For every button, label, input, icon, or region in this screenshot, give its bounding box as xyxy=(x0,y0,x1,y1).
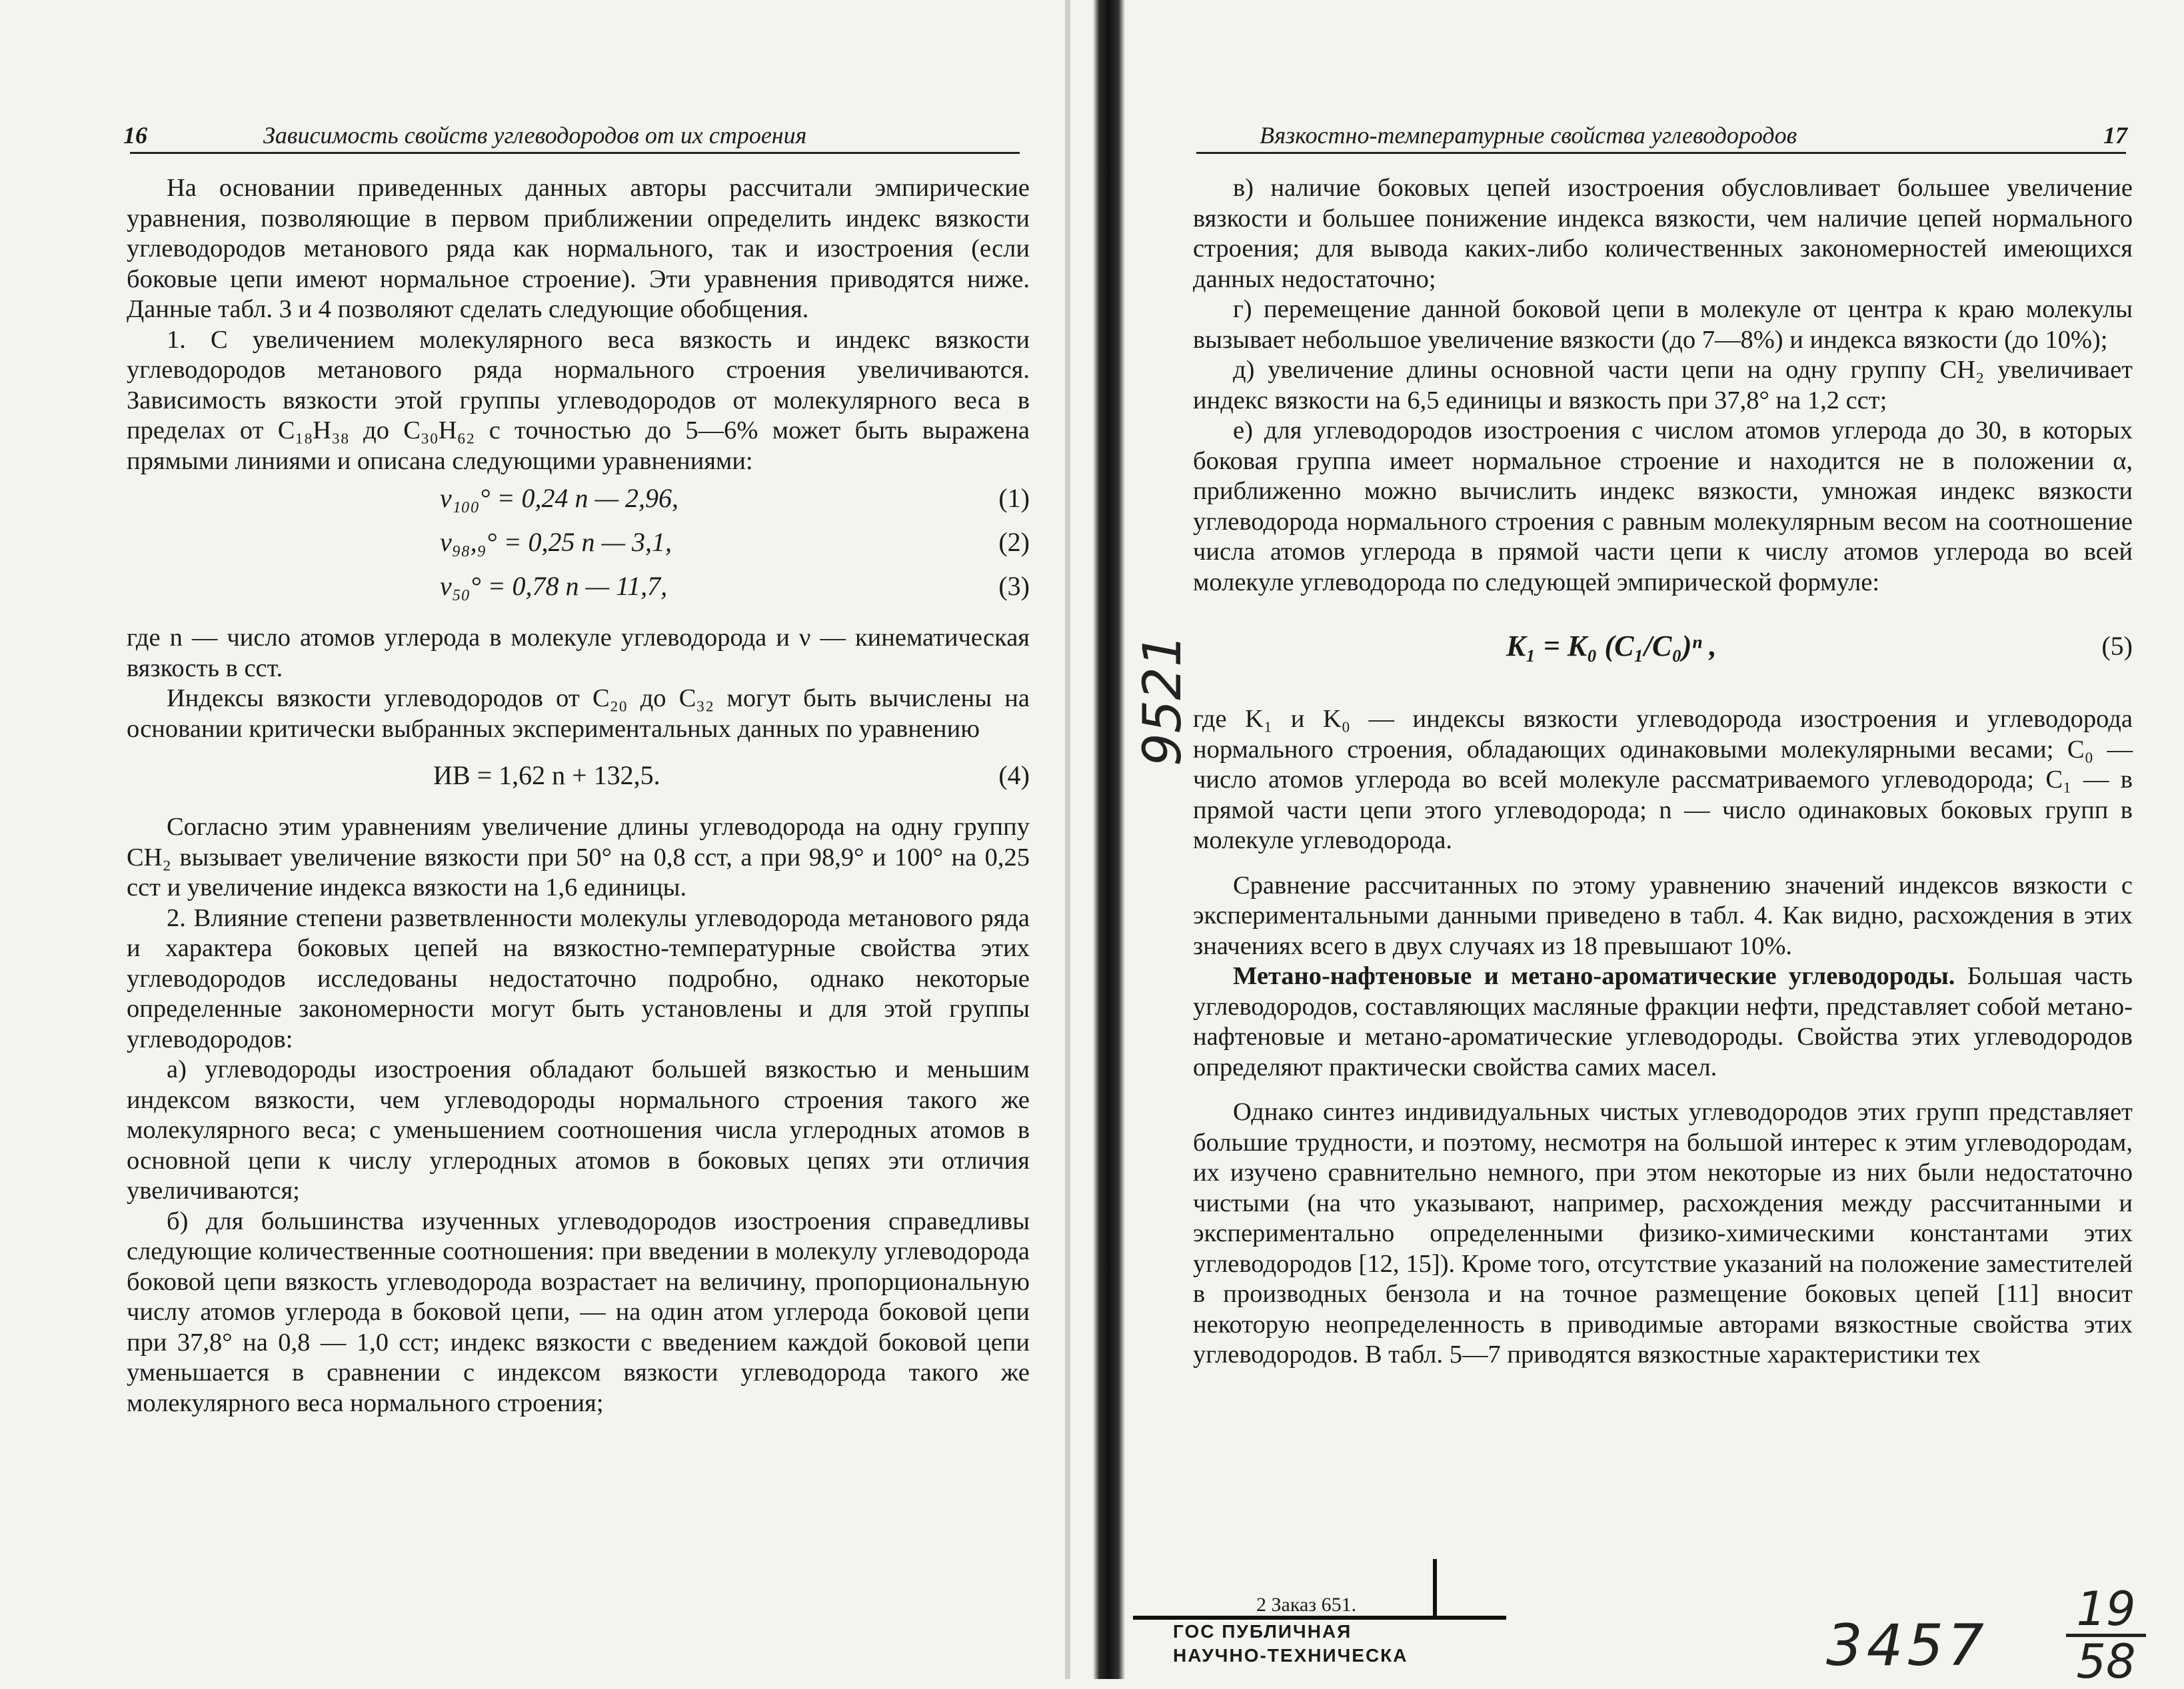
paragraph: 1. С увеличением молекулярного веса вязкость и индекс вязкости углеводородов метанового ряда нормального строения увеличиваются. Зависимость вязкости этой группы углеводородов от молекулярного веса в пределах от C₁₈H₃₈ до C₃₀H₆₂ с точностью до 5—6% может быть выражена прямыми линиями и описана следующими уравнениями: xyxy=(127,325,1030,475)
left-page xyxy=(0,0,1073,1679)
paragraph: а) углеводороды изостроения обладают большей вязкостью и меньшим индексом вязкости, чем углеводороды нормального строения такого же молекулярного веса; с уменьшением соотношения числа углеродных атомов в основной цепи к числу углеродных атомов в боковых цепях эти отличия увеличиваются; xyxy=(127,1055,1030,1205)
paragraph: д) увеличение длины основной части цепи на одну группу CH₂ увеличивает индекс вязкости на 6,5 единицы и вязкость при 37,8° на 1,2 сст; xyxy=(1193,356,2133,414)
library-stamp xyxy=(1133,1616,1506,1683)
left-column xyxy=(127,173,1030,1418)
paragraph: Индексы вязкости углеводородов от C₂₀ до C₃₂ могут быть вычислены на основании критически выбранных экспериментальных данных по уравнению xyxy=(127,684,1030,743)
handwritten-margin-number: 9521 xyxy=(1133,634,1193,766)
section-heading: Метано-нафтеновые и метано-ароматические углеводороды. xyxy=(1233,962,1955,990)
right-page xyxy=(1133,0,2184,1679)
equation-1-number: (1) xyxy=(998,483,1030,513)
right-running-head xyxy=(1196,119,2126,154)
left-folio: 16 xyxy=(123,122,147,149)
equation-2-formula: ν₉₈,₉° = 0,25 n — 3,1, xyxy=(440,527,672,557)
equation-5 xyxy=(1193,598,2133,704)
stamp-line: ГОС ПУБЛИЧНАЯ xyxy=(1173,1621,1352,1642)
handwritten-fraction xyxy=(2066,1582,2146,1689)
paragraph: г) перемещение данной боковой цепи в молекуле от центра к краю молекулы вызывает небольшое увеличение вязкости (до 7—8%) и индекса вязкости (до 10%); xyxy=(1193,295,2133,354)
paragraph: е) для углеводородов изостроения с числом атомов углерода до 30, в которых боковая группа имеет нормальное строение и находится не в положении α, приближенно можно вычислить индекс вязкости, умножая индекс вязкости углеводорода нормального строения с равным молекулярным весом на соотношение числа атомов углерода в прямой части цепи к числу атомов углерода во всей молекуле углеводорода по следующей эмпирической формуле: xyxy=(1193,416,2133,596)
paragraph: где n — число атомов углерода в молекуле углеводорода и ν — кинематическая вязкость в сст. xyxy=(127,624,1030,682)
footer-note: 2 Заказ 651. xyxy=(1256,1594,1357,1616)
equation-1 xyxy=(127,476,1030,520)
paragraph: Согласно этим уравнениям увеличение длины углеводорода на одну группу CH₂ вызывает увеличение вязкости при 50° на 0,8 сст, а при 98,9° и 100° на 0,25 сст и увеличение индекса вязкости на 1,6 единицы. xyxy=(127,813,1030,901)
fraction-top: 19 xyxy=(2076,1582,2136,1636)
section-paragraph xyxy=(1193,961,2133,1083)
paragraph: Сравнение рассчитанных по этому уравнению значений индексов вязкости с экспериментальными данными приведено в табл. 4. Как видно, расхождения в этих значениях всего в двух случаях из 18 превышают 10%. xyxy=(1193,871,2133,960)
paragraph: Однако синтез индивидуальных чистых углеводородов этих групп представляет большие трудности, и поэтому, несмотря на большой интерес к этим углеводородам, их изучено сравнительно немного, при этом некоторые из них были недостаточно чистыми (на что указывают, например, расхождения между рассчитанными и экспериментально определенными физико-химическими константами этих углеводородов [12, 15]). Кроме того, отсутствие указаний на положение заместителей в производных бензола и на точное размещение боковых цепей [11] вносит некоторую неопределенность в приводимые авторами вязкостные свойства этих углеводородов. В табл. 5—7 приводятся вязкостные характеристики тех xyxy=(1193,1098,2133,1369)
equation-1-formula: ν₁₀₀° = 0,24 n — 2,96, xyxy=(440,483,679,513)
fraction-bottom: 58 xyxy=(2076,1634,2136,1689)
paragraph: На основании приведенных данных авторы рассчитали эмпирические уравнения, позволяющие в первом приближении определить индекс вязкости углеводородов метанового ряда как нормального, так и изостроения (если боковые цепи имеют нормальное строение). Эти уравнения приводятся ниже. Данные табл. 3 и 4 позволяют сделать следующие обобщения. xyxy=(127,174,1030,323)
equation-3-number: (3) xyxy=(998,571,1030,601)
equation-5-formula: K₁ = K₀ (C₁/C₀)ⁿ , xyxy=(1506,630,1717,662)
paragraph: где K₁ и K₀ — индексы вязкости углеводорода изостроения и углеводорода нормального строения, обладающих одинаковыми молекулярными весами; C₀ — число атомов углерода во всей молекуле рассматриваемого углеводорода; C₁ — в прямой части цепи этого углеводорода; n — число одинаковых боковых групп в молекуле углеводорода. xyxy=(1193,705,2133,854)
section-text: Большая часть углеводородов, составляющих масляные фракции нефти, представляет собой метано-нафтеновые и метано-ароматические углеводороды. Свойства этих углеводородов определяют практически свойства самих масел. xyxy=(1193,962,2133,1081)
equation-4-number: (4) xyxy=(998,760,1030,790)
paragraph: в) наличие боковых цепей изостроения обусловливает большее увеличение вязкости и большее понижение индекса вязкости, чем наличие цепей нормального строения; для вывода каких-либо количественных закономерностей имеющихся данных недостаточно; xyxy=(1193,174,2133,293)
equation-2-number: (2) xyxy=(998,527,1030,557)
equation-4 xyxy=(127,754,1030,798)
paragraph: 2. Влияние степени разветвленности молекулы углеводорода метанового ряда и характера боковых цепей на вязкостно-температурные свойства этих углеводородов исследованы недостаточно подробно, однако некоторые определенные закономерности могут быть установлены и для этой группы углеводородов: xyxy=(127,903,1030,1053)
paragraph: б) для большинства изученных углеводородов изостроения справедливы следующие количественные соотношения: при введении в молекулу углеводорода боковой цепи вязкость углеводорода возрастает на величину, пропорциональную числу атомов углерода в боковой цепи, — на один атом углерода боковой цепи при 37,8° на 0,8 — 1,0 сст; индекс вязкости с введением каждой боковой цепи уменьшается в сравнении с индексом вязкости углеводорода такого же молекулярного веса нормального строения; xyxy=(127,1207,1030,1417)
right-folio: 17 xyxy=(2103,122,2127,149)
stamp-line: НАУЧНО-ТЕХНИЧЕСКА xyxy=(1173,1645,1408,1666)
left-head-title: Зависимость свойств углеводородов от их строения xyxy=(263,122,807,149)
equation-3-formula: ν₅₀° = 0,78 n — 11,7, xyxy=(440,571,668,601)
right-column xyxy=(1193,173,2133,1371)
equation-4-formula: ИВ = 1,62 n + 132,5. xyxy=(433,760,660,790)
equation-3 xyxy=(127,564,1030,608)
right-head-title: Вязкостно-температурные свойства углеводородов xyxy=(1260,122,1797,149)
equation-2 xyxy=(127,520,1030,564)
handwritten-inventory-number: 3457 xyxy=(1826,1612,1988,1679)
book-gutter xyxy=(1093,0,1125,1679)
left-running-head xyxy=(123,119,1020,154)
equation-5-number: (5) xyxy=(2101,631,2133,661)
